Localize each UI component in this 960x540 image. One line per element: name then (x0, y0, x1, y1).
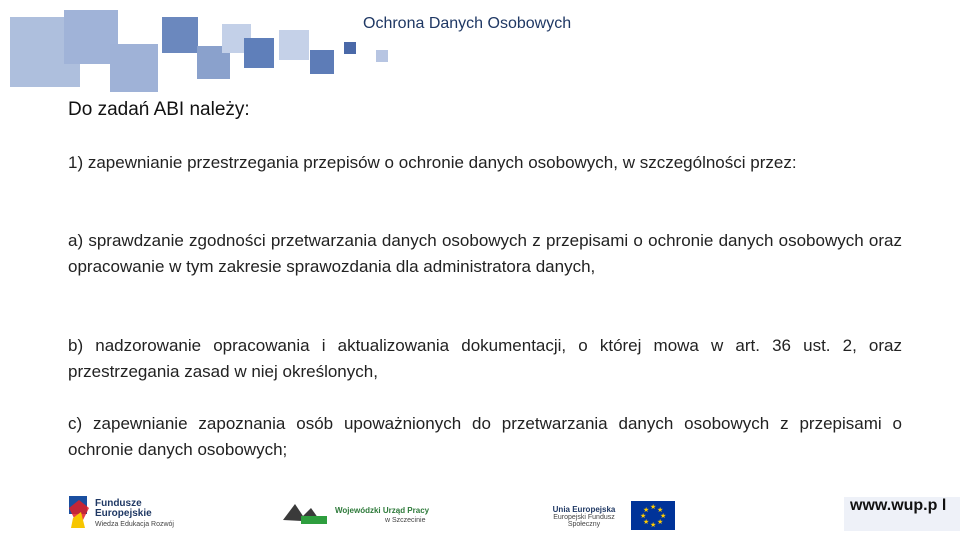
logo-wup (281, 500, 431, 530)
logo1-line2: Europejskie (95, 508, 152, 519)
decor-square (279, 30, 309, 60)
decor-square (162, 17, 198, 53)
logo1-line3: Wiedza Edukacja Rozwój (95, 521, 174, 528)
page-title: Ochrona Danych Osobowych (363, 15, 572, 32)
section-heading: Do zadań ABI należy: (68, 99, 250, 120)
logo-unia-europejska (538, 505, 630, 529)
decor-square (344, 42, 356, 54)
logo2-line2: w Szczecinie (385, 517, 426, 524)
paragraph-b: b) nadzorowanie opracowania i aktualizowania dokumentacji, o której mowa w art. 36 ust. 2, oraz przestrzegania zasad w niej określonych, (68, 336, 902, 381)
decor-square (310, 50, 334, 74)
logo-fundusze-europejskie (67, 494, 177, 532)
fe-emblem-icon (67, 494, 91, 530)
decor-square (376, 50, 388, 62)
logo1-line1: Fundusze (95, 498, 142, 509)
decor-square (244, 38, 274, 68)
logo3-line1: Unia Europejska (552, 505, 616, 514)
wup-emblem-icon (281, 500, 329, 528)
logo3-line2: Europejski Fundusz Społeczny (553, 514, 615, 528)
decor-square (110, 44, 158, 92)
eu-flag-icon: ★ ★ ★ ★ ★ ★ ★ ★ (631, 501, 675, 530)
paragraph-c: c) zapewnianie zapoznania osób upoważnionych do przetwarzania danych osobowych z przepisami o ochronie danych osobowych; (68, 414, 902, 459)
website-link[interactable]: www.wup.p l (844, 497, 960, 531)
paragraph-1: 1) zapewnianie przestrzegania przepisów o ochronie danych osobowych, w szczególności przez: (68, 153, 797, 172)
paragraph-a: a) sprawdzanie zgodności przetwarzania danych osobowych z przepisami o ochronie danych osobowych oraz opracowanie w tym zakresie sprawozdania dla administratora danych, (68, 231, 902, 276)
logo2-line1: Wojewódzki Urząd Pracy (335, 506, 430, 515)
